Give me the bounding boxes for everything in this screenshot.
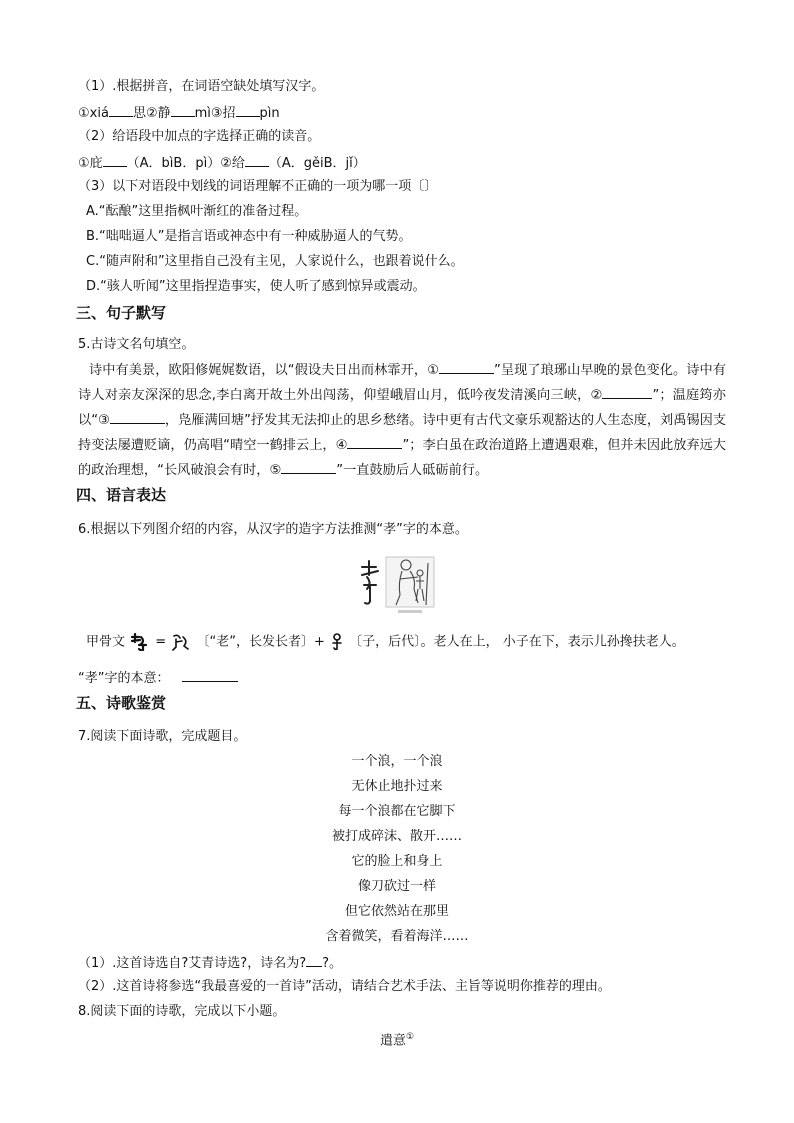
option-a[interactable]: A.“酝酿”这里指枫叶渐红的准备过程。: [86, 204, 308, 219]
oracle-xiao-icon: [129, 633, 151, 651]
q6-answer: [78, 668, 238, 688]
fill-blank[interactable]: [103, 153, 127, 167]
q7-prompt: 7.阅读下面诗歌，完成题目。: [78, 729, 247, 744]
oracle-bone-explanation: [86, 633, 685, 652]
lao-meaning: 〔“老”，长发长者〕+: [196, 634, 325, 650]
item-text: 思②静: [132, 106, 171, 121]
q7-sub2: （2）.这首诗将参选“我最喜爱的一首诗”活动，请结合艺术手法、主旨等说明你推荐的理由。: [78, 979, 611, 994]
item-text: （A．gěiB．jǐ）: [268, 156, 366, 171]
poem-line: 含着微笑，看着海洋……: [325, 929, 469, 944]
poem-line: 一个浪，一个浪: [351, 754, 443, 769]
fill-blank[interactable]: [245, 153, 269, 167]
option-c[interactable]: C.“随声附和”这里指自己没有主见，人家说什么，也跟着说什么。: [86, 254, 464, 269]
q4-part1-items: [78, 103, 280, 123]
item-text: ①庇: [78, 156, 103, 171]
poem-line: 每一个浪都在它脚下: [338, 804, 456, 819]
poem-line: 像刀砍过一样: [357, 879, 436, 894]
answer-label: “孝”字的本意：: [78, 671, 170, 686]
section-heading: 五、诗歌鉴赏: [76, 694, 167, 712]
item-text: ①xiá: [78, 106, 109, 121]
q7-sub1: [78, 953, 342, 973]
para-text: ”；温庭筠亦以“③: [78, 388, 726, 428]
fill-blank[interactable]: [306, 953, 322, 967]
para-text: 诗中有美景，欧阳修娓娓数语，以“假设夫日出而林霏开，①: [89, 363, 439, 378]
answer-blank[interactable]: [182, 668, 238, 682]
option-b[interactable]: B.“咄咄逼人”是指言语或神态中有一种威胁逼人的气势。: [86, 229, 412, 244]
oracle-zi-icon: [329, 633, 345, 651]
oracle-label: 甲骨文: [86, 634, 126, 650]
equals-sign: =: [155, 634, 167, 650]
poem-line: 被打成碎沫、散开……: [331, 829, 462, 844]
section-heading: 三、句子默写: [76, 304, 167, 322]
poem-title: [0, 1028, 794, 1050]
q5-prompt: 5.古诗文名句填空。: [78, 337, 195, 352]
item-text: pìn: [259, 106, 280, 121]
xiao-character-illustration: [358, 555, 438, 617]
fill-blank[interactable]: [281, 460, 336, 474]
para-text: ”一直鼓励后人砥砺前行。: [336, 463, 489, 478]
fill-blank[interactable]: [109, 103, 133, 117]
q5-paragraph: [78, 358, 726, 483]
sub-text: （1）.这首诗选自?艾青诗选?，诗名为?: [78, 956, 307, 971]
oracle-lao-icon: [170, 633, 192, 651]
poem-line: 它的脸上和身上: [351, 854, 443, 869]
fill-blank[interactable]: [171, 103, 195, 117]
q4-part1-prompt: （1）.根据拼音，在词语空缺处填写汉字。: [78, 79, 325, 94]
q4-part2-prompt: （2）给语段中加点的字选择正确的读音。: [78, 129, 321, 144]
option-d[interactable]: D.“骇人听闻”这里指捏造事实，使人听了感到惊异或震动。: [86, 279, 426, 294]
sub-text: ?。: [322, 956, 343, 971]
q4-part2-items: [78, 153, 366, 173]
poem-line: 但它依然站在那里: [344, 904, 449, 919]
fill-blank[interactable]: [110, 410, 165, 424]
fill-blank[interactable]: [602, 385, 652, 399]
zi-meaning: 〔子，后代〕。老人在上， 小子在下，表示儿孙搀扶老人。: [349, 634, 685, 650]
title-text: 遣意: [379, 1033, 406, 1049]
para-text: ”呈现了琅琊山早晚的景色变化。诗中有诗人对亲友深深的思念,李白离开故土外出闯荡，仰望峨眉山月，低吟夜发清溪向三峡，②: [78, 363, 726, 403]
para-text: ”；李白虽在政治道路上遭遇艰难，但并未因此放弃远大的政治理想，“长风破浪会有时，⑤: [78, 438, 726, 478]
section-heading: 四、语言表达: [76, 486, 167, 504]
para-text: ，凫雁满回塘”抒发其无法抑止的思乡愁绪。诗中更有古代文豪乐观豁达的人生态度，刘禹锡因支持变法屡遭贬谪，仍高唱“晴空一鹤排云上，④: [78, 413, 727, 453]
item-text: （A．bìB．pì）②给: [126, 156, 245, 171]
poem-line: 无休止地扑过来: [351, 779, 443, 794]
fill-blank[interactable]: [236, 103, 260, 117]
item-text: mì③招: [194, 106, 236, 121]
fill-blank[interactable]: [439, 360, 494, 374]
q4-part3-prompt: （3）以下对语段中划线的词语理解不正确的一项为哪一项〔〕: [78, 179, 438, 194]
fill-blank[interactable]: [347, 435, 402, 449]
q6-prompt: 6.根据以下列图介绍的内容，从汉字的造字方法推测“孝”字的本意。: [78, 522, 468, 537]
q8-prompt: 8.阅读下面的诗歌，完成以下小题。: [78, 1004, 286, 1019]
footnote-mark: ①: [405, 1032, 415, 1042]
